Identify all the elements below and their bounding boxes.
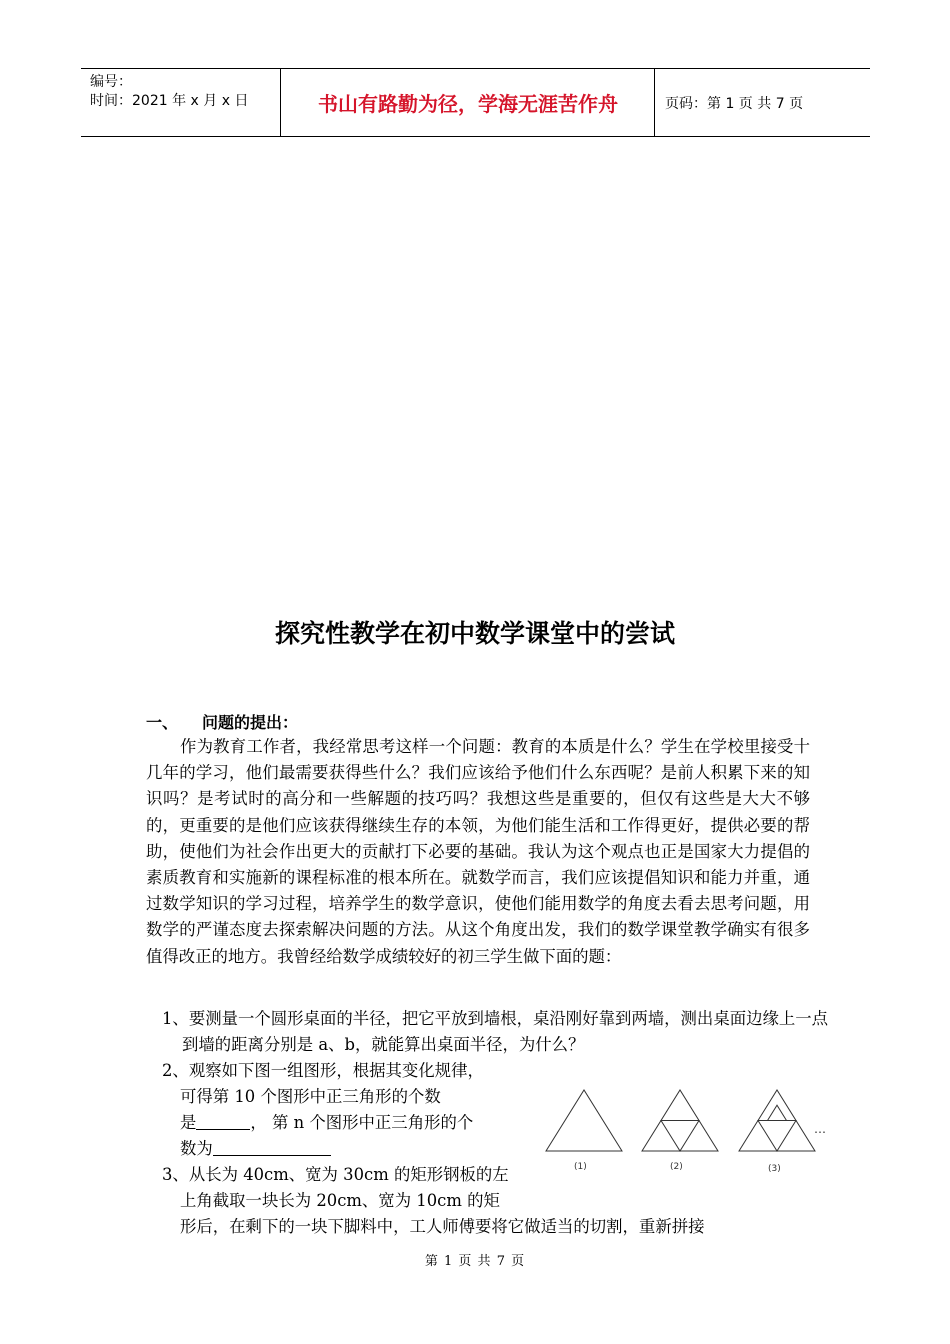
answer-blank-1 [196,1113,250,1130]
section-heading [146,710,298,733]
code-label: 编号： [90,74,132,90]
triangle-3 [739,1090,815,1151]
triangle-1 [546,1090,622,1151]
figure-label-2: (2) [670,1162,683,1172]
question-2-line-1: 2、观察如下图一组图形，根据其变化规律， [162,1061,484,1080]
question-2-line-3a: 是 [180,1113,197,1132]
triangle-figure [540,1082,830,1182]
triangle-2 [642,1090,718,1151]
figure-ellipsis: … [814,1122,826,1136]
question-2-line-3b: ， 第 n 个图形中正三角形的个 [250,1113,474,1132]
question-3-line-2: 上角截取一块长为 20cm、宽为 10cm 的矩 [180,1191,500,1210]
triangle-figure-svg [540,1082,830,1162]
date-label: 时间：2021 年 x 月 x 日 [90,93,249,109]
question-2-line-3 [180,1110,540,1136]
question-1: 1、要测量一个圆形桌面的半径，把它平放到墙根，桌沿刚好靠到两墙，测出桌面边缘上一点到墙的距离分别是 a、b，就能算出桌面半径，为什么？ [162,1009,829,1055]
question-3-line-1: 3、从长为 40cm、宽为 30cm 的矩形钢板的左 [162,1165,509,1184]
document-title: 探究性教学在初中数学课堂中的尝试 [274,619,675,648]
header-page-info: 页码：第 1 页 共 7 页 [665,95,804,112]
question-2-line-2: 可得第 10 个图形中正三角形的个数 [180,1087,441,1106]
section-number: 一、 [146,713,179,732]
header-motto: 书山有路勤为径，学海无涯苦作舟 [282,69,655,136]
answer-blank-2 [213,1139,331,1156]
question-2-line-4-text: 数为 [180,1139,213,1158]
question-2-line-4 [180,1136,540,1162]
figure-label-1: (1) [574,1162,587,1172]
figure-label-3: (3) [768,1164,781,1174]
question-3-line-3: 形后，在剩下的一块下脚料中，工人师傅要将它做适当的切割，重新拼接 [180,1217,705,1236]
header-table [81,68,870,137]
section-heading-text: 问题的提出： [202,713,299,732]
body-paragraph: 作为教育工作者，我经常思考这样一个问题：教育的本质是什么？学生在学校里接受十几年的学习，他们最需要获得些什么？我们应该给予他们什么东西呢？是前人积累下来的知识吗？是考试时的高分和一些解题的技巧吗？我想这些是重要的，但仅有这些是大大不够的，更重要的是他们应该获得继续生存的本领，为他们能生活和工作得更好，提供必要的帮助，使他们为社会作出更大的贡献打下必要的基础。我认为这个观点也正是国家大力提倡的素质教育和实施新的课程标准的根本所在。就数学而言，我们应该提倡知识和能力并重，通过数学知识的学习过程，培养学生的数学意识，使他们能用数学的角度去看去思考问题，用数学的严谨态度去探索解决问题的方法。从这个角度出发，我们的数学课堂教学确实有很多值得改正的地方。我曾经给数学成绩较好的初三学生做下面的题： [146,737,810,966]
page-footer: 第 1 页 共 7 页 [424,1254,526,1269]
header-meta-cell [81,69,281,136]
